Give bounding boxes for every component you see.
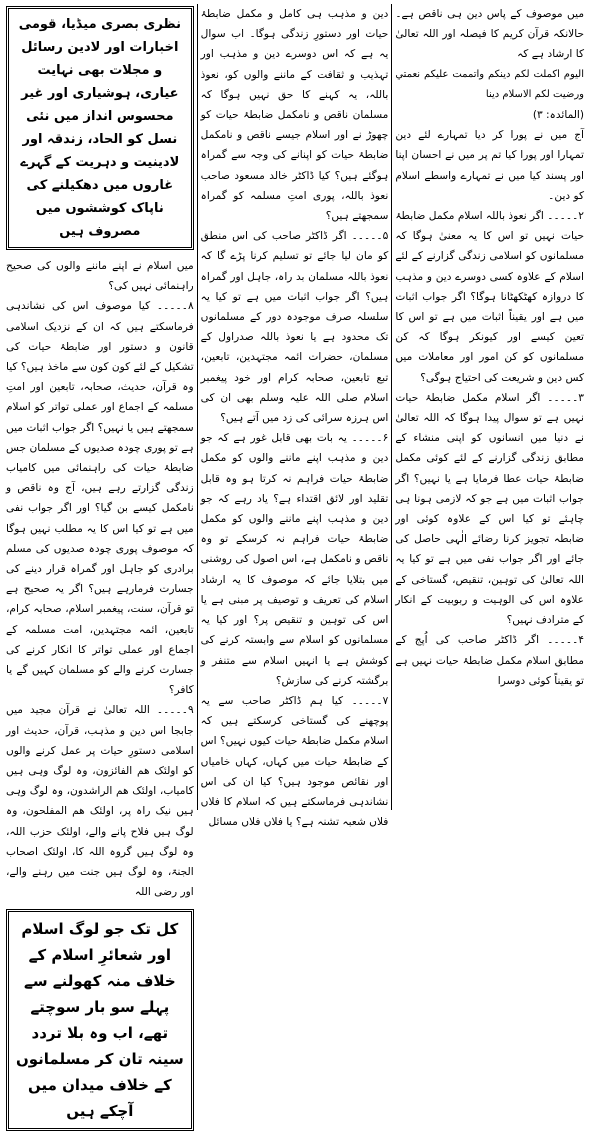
left-column: [3, 4, 198, 1120]
paragraph-11: ۸۔۔۔۔۔ کیا موصوف اس کی نشاندہی فرماسکتے ہیں کہ ان کے نزدیک اسلامی قانون و دستور اور ضابطۂ حیات کی تشکیل کے لئے کون کون سے ماخذ ہیں؟ کیا وہ قرآن، حدیث، صحابہ، تابعین اور امتِ مسلمہ کے اجماع اور عملی تواتر کو اسلام سمجھتے ہیں یا نہیں؟ اگر جواب اثبات میں ہے تو پوری چودہ صدیوں کے مسلمان جس ضابطۂ حیات کی راہنمائی میں کامیاب زندگی گزارتے رہے ہیں، آج وہ ناقص و نامکمل کیسے بن گیا؟ اور اگر جواب نفی میں ہے تو کیا اس کا یہ مطلب نہیں ہوگا کہ موصوف پوری چودہ صدیوں کی مسلم برادری کو جاہل اور گمراہ قرار دینے کی جسارت فرمارہے ہیں؟ اگر یہ صحیح ہے تو قرآن، سنت، پیغمبر اسلام، صحابہ کرام، تابعین، ائمہ مجتہدین، امت مسلمہ کے اجماع اور عملی تواتر کا انکار کرنے کی جسارت کرنے والے کو مسلمان کہیں گے یا کافر؟: [6, 300, 194, 697]
paragraph-2: آج میں نے پورا کر دیا تمہارے لئے دین تمہارا اور پورا کیا تم پر میں نے احسان اپنا اور پسند کیا میں نے تمہارے واسطے اسلام کو دین۔: [395, 129, 584, 202]
paragraph-6: دین و مذہب ہی کامل و مکمل ضابطۂ حیات اور دستورِ زندگی ہوگا۔ اب سوال یہ ہے کہ اس دوسرے دین و مذہب اور تہذیب و ثقافت کے ماننے والوں کو، نعوذ باللہ، یہ کہنے کا حق نہیں ہوگا کہ مسلمان ناقص و نامکمل ضابطۂ حیات کو چھوڑ نے اور اسلام جیسے ناقص و نامکمل ضابطۂ حیات کو اپنانے کی وجہ سے گمراہ ہوگئے ہیں؟ کیا ڈاکٹر خالد مسعود صاحب نعوذ باللہ، پوری امتِ مسلمہ کو گمراہ سمجھتے ہیں؟: [200, 8, 389, 223]
right-column: [392, 4, 587, 810]
arabic-quote: اليوم اكملت لكم دينكم واتممت عليكم نعمتي ورضيت لكم الاسلام دينا: [395, 68, 584, 100]
pull-quote-top: نظری بصری میڈیا، قومی اخبارات اور لادین رسائل و مجلات بھی نہایت عیاری، ہوشیاری اور غیر محسوس انداز میں نئی نسل کو الحاد، زندقہ اور لادینیت و دہریت کے گہرے غاروں میں دھکیلنے کی ناپاک کوششوں میں مصروف ہیں: [6, 6, 194, 250]
paragraph-1: میں موصوف کے پاس دین ہی ناقص ہے۔ حالانکہ قرآن کریم کا فیصلہ اور اللہ تعالیٰ کا ارشاد ہے کہ: [395, 8, 584, 61]
paragraph-3: ۲۔۔۔۔۔ اگر نعوذ باللہ اسلام مکمل ضابطۂ حیات نہیں تو اس کا یہ معنیٰ ہوگا کہ مسلمانوں کو اسلامی زندگی گزارنے کے لئے اسلام کے علاوہ کسی دوسرے دین و مذہب کا دروازہ کھٹکھٹانا ہوگا؟ اگر جواب اثبات میں ہے اور یقیناً اثبات میں ہے تو اس کا تعین کیسے اور کیونکر ہوگا کہ کن مسلمانوں کو کن امور اور معاملات میں کس دین و شریعت کی احتیاج ہوگی؟: [395, 210, 584, 384]
paragraph-9: ۷۔۔۔۔۔ کیا ہم ڈاکٹر صاحب سے یہ پوچھنے کی گستاخی کرسکتے ہیں کہ اسلام مکمل ضابطۂ حیات کیوں نہیں؟ اس کے ضابطۂ حیات میں کہاں، کہاں خامیاں اور نقائص موجود ہیں؟ کیا ان کی اس نشاندہی فرماسکتے ہیں کہ اسلام کا فلاں فلاں شعبہ تشنہ ہے؟ یا فلاں فلاں مسائل: [200, 694, 389, 829]
paragraph-8: ۶۔۔۔۔۔ یہ بات بھی قابل غور ہے کہ جو دین و مذہب اپنے ماننے والوں کو مکمل ضابطۂ حیات فراہم نہ کرتا ہو وہ قابل تقلید اور لائق اقتداء ہے؟ یاد رہے کہ جو دین و مذہب اپنے ماننے والوں کو مکمل ضابطۂ حیات فراہم نہ کرسکے تو وہ ناقص و نامکمل ہے، اس اصول کی روشنی میں بتلایا جائے کہ موصوف کا یہ ارشاد اسلام کی تعریف و توصیف پر مبنی ہے یا اس کی توہین و تنقیص پر؟ اور کیا یہ مسلمانوں کو اسلام سے وابستہ کرنے کی کوشش ہے یا انہیں اسلام سے متنفر و برگشتہ کرنے کی سازش؟: [200, 432, 389, 687]
paragraph-5: ۴۔۔۔۔۔ اگر ڈاکٹر صاحب کی اُپج کے مطابق اسلام مکمل ضابطۂ حیات نہیں ہے تو یقیناً کوئی دوسرا: [395, 634, 584, 687]
paragraph-10: میں اسلام نے اپنے ماننے والوں کی صحیح راہنمائی نہیں کی؟: [6, 260, 194, 293]
quote-reference: (المائدہ: ۳): [532, 109, 584, 122]
paragraph-7: ۵۔۔۔۔۔ اگر ڈاکٹر صاحب کی اس منطق کو مان لیا جائے تو تسلیم کرنا پڑے گا کہ نعوذ باللہ مسلمان بد راہ، جاہل اور گمراہ ہیں؟ اگر جواب اثبات میں ہے تو کیا یہ سلسلہ صرف موجودہ دور کے مسلمانوں تک محدود ہے یا نعوذ باللہ صدراول کے مسلمان، حضرات ائمہ مجتہدین، تابعین، تبع تابعین، صحابہ کرام اور خود پیغمبر اسلام صلی اللہ علیہ وسلم بھی ان کی اس ہرزہ سرائی کی زد میں آتے ہیں؟: [200, 230, 389, 425]
middle-column: [198, 4, 393, 829]
article-columns: [3, 4, 587, 1120]
pull-quote-bottom: کل تک جو لوگ اسلام اور شعائرِ اسلام کے خلاف منہ کھولنے سے پہلے سو بار سوچتے تھے، اب وہ بلا تردد سینہ تان کر مسلمانوں کے خلاف میدان میں آچکے ہیں: [6, 909, 194, 1131]
paragraph-4: ۳۔۔۔۔۔ اگر اسلام مکمل ضابطۂ حیات نہیں ہے تو سوال پیدا ہوگا کہ اللہ تعالیٰ نے دنیا میں انسانوں کو اپنی منشاء کے مطابق زندگی گزارنے کے لئے کوئی مکمل ضابطۂ حیات عطا فرمایا ہے یا نہیں؟ اگر جواب اثبات میں ہے جو کہ لازمی ہونا ہی چاہئے تو کیا اس کے علاوہ کوئی اور ضابطہ تجویز کرنا رضائے الٰہی حاصل کی جائے اور اگر جواب نفی میں ہے تو کیا یہ اللہ تعالیٰ کی توہین، تنقیص، گستاخی کے علاوہ اس کی الوہیت و ربوبیت کے انکار کے مترادف نہیں؟: [395, 391, 584, 627]
paragraph-12: ۹۔۔۔۔۔ اللہ تعالیٰ نے قرآن مجید میں جابجا اس دین و مذہب، قرآن، حدیث اور اسلامی دستورِ حیات پر عمل کرنے والوں کو اولئک هم الفائزون، وہ لوگ وہی ہیں کامیاب، اولئک هم الراشدون، وہ لوگ وہی ہیں نیک راہ پر، اولئک هم المفلحون، وہ لوگ ہیں فلاح پانے والے، اولئک حزب اللہ، وہ لوگ ہیں گروہ اللہ کا، اولئک اصحاب الجنۃ، وہ لوگ ہیں جنت میں رہنے والے، اور رضی اللہ: [6, 704, 194, 899]
